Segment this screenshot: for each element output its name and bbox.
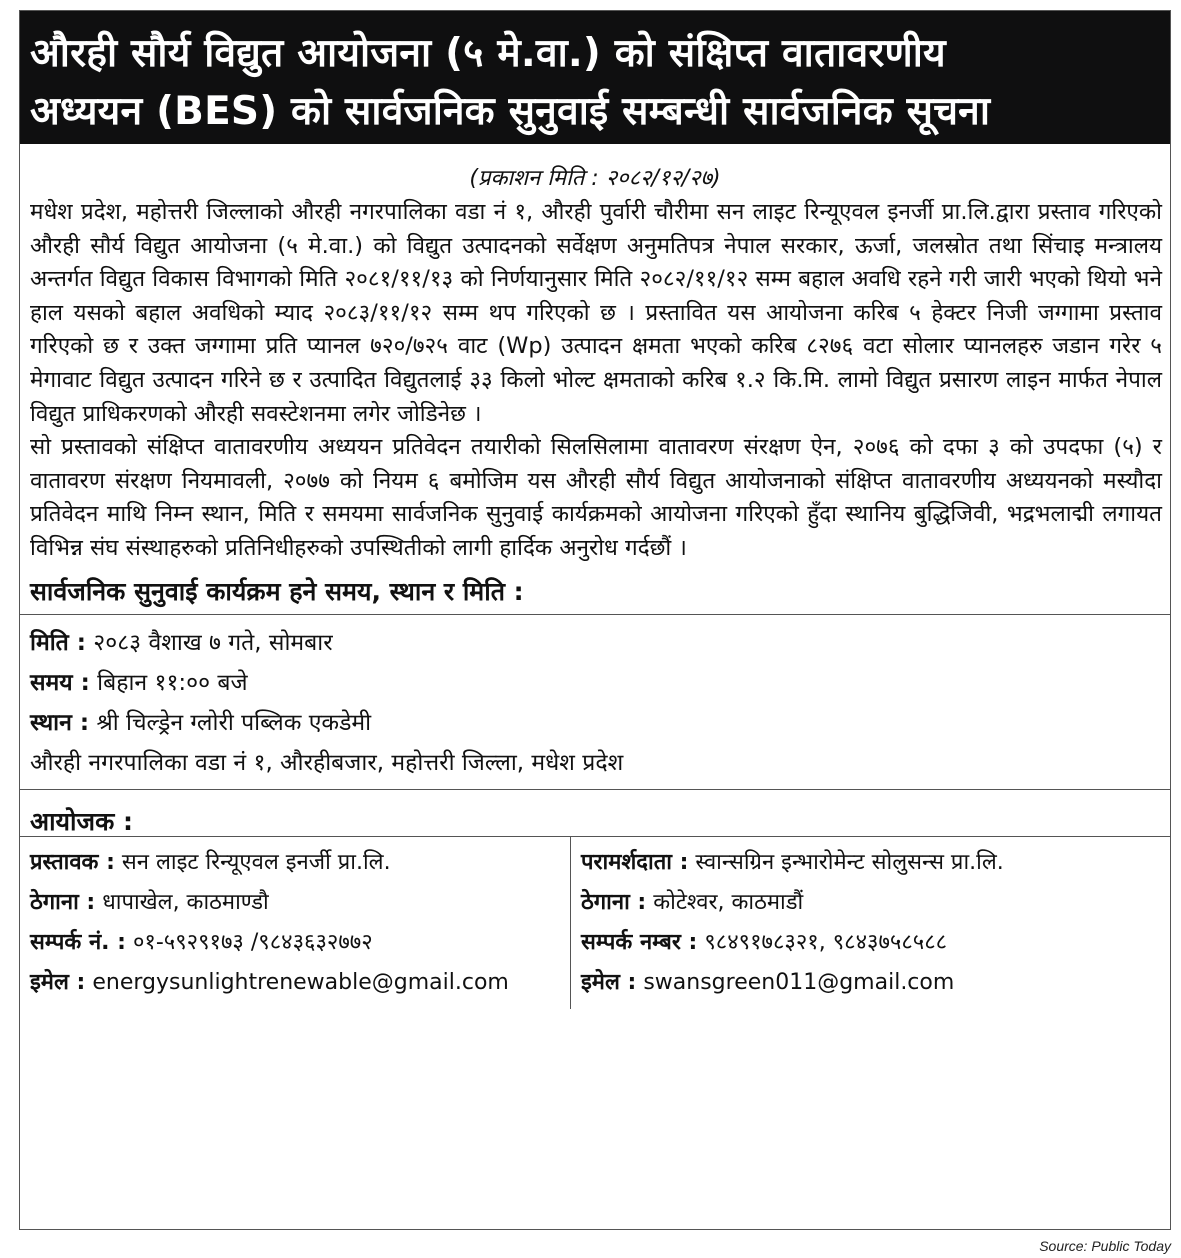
proponent-contact-row (30, 923, 560, 963)
event-date-row (30, 623, 1160, 663)
source-credit: Source: Public Today (1039, 1238, 1171, 1254)
body-paragraph-2: सो प्रस्तावको संक्षिप्त वातावरणीय अध्ययन प्रतिवेदन तयारीको सिलसिलामा वातावरण संरक्षण ऐन, २०७६ को दफा ३ को उपदफा (५) र वातावरण संरक्षण नियमावली, २०७७ को नियम ६ बमोजिम यस औरही सौर्य विद्युत आयोजनाको संक्षिप्त वातावरणीय अध्ययनको मस्यौदा प्रतिवेदन माथि निम्न स्थान, मिति र समयमा सार्वजनिक सुनुवाई कार्यक्रमको आयोजना गरिएको हुँदा स्थानिय बुद्धिजिवी, भद्रभलाद्मी लगायत विभिन्न संघ संस्थाहरुको प्रतिनिधीहरुको उपस्थितीको लागी हार्दिक अनुरोध गर्दछौं । (30, 434, 1162, 561)
proponent-email[interactable]: energysunlightrenewable@gmail.com (92, 969, 509, 995)
organizer-table (20, 836, 1170, 1009)
consultant-row (581, 843, 1160, 883)
consultant-email-row (581, 963, 1160, 1003)
proponent-contact-label: सम्पर्क नं. : (30, 929, 126, 955)
consultant-column (571, 837, 1170, 1009)
event-venue-address: औरही नगरपालिका वडा नं १, औरहीबजार, महोत्तरी जिल्ला, मधेश प्रदेश (30, 749, 624, 776)
consultant-address-label: ठेगाना : (581, 889, 647, 915)
event-time-row (30, 663, 1160, 703)
consultant-label: परामर्शदाता : (581, 849, 689, 875)
proponent-email-label: इमेल : (30, 969, 86, 995)
event-date-label: मिति : (30, 629, 86, 656)
notice-body (20, 196, 1170, 566)
notice-header (20, 11, 1170, 144)
event-venue-value: श्री चिल्ड्रेन ग्लोरी पब्लिक एकडेमी (96, 709, 372, 736)
body-paragraph-1: मधेश प्रदेश, महोत्तरी जिल्लाको औरही नगरपालिका वडा नं १, औरही पुर्वारी चौरीमा सन लाइट रिन्यूएवल इनर्जी प्रा.लि.द्वारा प्रस्ताव गरिएको औरही सौर्य विद्युत आयोजना (५ मे.वा.) को विद्युत उत्पादनको सर्वेक्षण अनुमतिपत्र नेपाल सरकार, ऊर्जा, जलस्रोत तथा सिंचाइ मन्त्रालय अन्तर्गत विद्युत विकास विभागको मिति २०८१/११/१३ को निर्णयानुसार मिति २०८२/११/१२ सम्म बहाल अवधि रहने गरी जारी भएको थियो भने हाल यसको बहाल अवधिको म्याद २०८३/११/१२ सम्म थप गरिएको छ । प्रस्तावित यस आयोजना करिब ५ हेक्टर निजी जग्गामा प्रस्ताव गरिएको छ र उक्त जग्गामा प्रति प्यानल ७२०/७२५ वाट (Wp) उत्पादन क्षमता भएको करिब ८२७६ वटा सोलार प्यानलहरु जडान गरेर ५ मेगावाट विद्युत उत्पादन गरिने छ र उत्पादित विद्युतलाई ३३ किलो भोल्ट क्षमताको करिब १.२ कि.मि. लामो विद्युत प्रसारण लाइन मार्फत नेपाल विद्युत प्राधिकरणको औरही सवस्टेशनमा लगेर जोडिनेछ । (30, 199, 1162, 427)
event-section-title: सार्वजनिक सुनुवाई कार्यक्रम हने समय, स्थान र मिति : (30, 576, 524, 606)
proponent-address-label: ठेगाना : (30, 889, 96, 915)
title-line-2: अध्ययन (BES) को सार्वजनिक सुनुवाई सम्बन्धी सार्वजनिक सूचना (30, 89, 991, 134)
title-line-1: औरही सौर्य विद्युत आयोजना (५ मे.वा.) को संक्षिप्त वातावरणीय (30, 31, 946, 76)
consultant-contact: ९८४९१७८३२१, ९८४३७५८५८८ (704, 929, 948, 955)
proponent-address-row (30, 883, 560, 923)
consultant-contact-row (581, 923, 1160, 963)
consultant-contact-label: सम्पर्क नम्बर : (581, 929, 698, 955)
consultant-address-row (581, 883, 1160, 923)
proponent-row (30, 843, 560, 883)
consultant-email-label: इमेल : (581, 969, 637, 995)
event-venue-row (30, 703, 1160, 743)
public-notice (19, 10, 1171, 1230)
proponent-label: प्रस्तावक : (30, 849, 115, 875)
consultant-address: कोटेश्वर, काठमाडौं (653, 889, 804, 915)
organizer-section-title: आयोजक : (30, 806, 133, 836)
event-venue-label: स्थान : (30, 709, 90, 736)
consultant-email[interactable]: swansgreen011@gmail.com (643, 969, 955, 995)
event-time-label: समय : (30, 669, 90, 696)
proponent-name: सन लाइट रिन्यूएवल इनर्जी प्रा.लि. (121, 849, 391, 875)
proponent-address: धापाखेल, काठमाण्डौ (102, 889, 269, 915)
publication-date: (प्रकाशन मिति : २०८२/१२/२७) (469, 166, 721, 191)
proponent-column (20, 837, 571, 1009)
event-time-value: बिहान ११:०० बजे (97, 669, 248, 696)
event-details (20, 614, 1170, 790)
event-date-value: २०८३ वैशाख ७ गते, सोमबार (93, 629, 333, 656)
proponent-email-row (30, 963, 560, 1003)
consultant-name: स्वान्सग्रिन इन्भारोमेन्ट सोलुसन्स प्रा.लि. (695, 849, 1004, 875)
proponent-contact: ०१-५९२९१७३ /९८४३६३२७७२ (132, 929, 373, 955)
